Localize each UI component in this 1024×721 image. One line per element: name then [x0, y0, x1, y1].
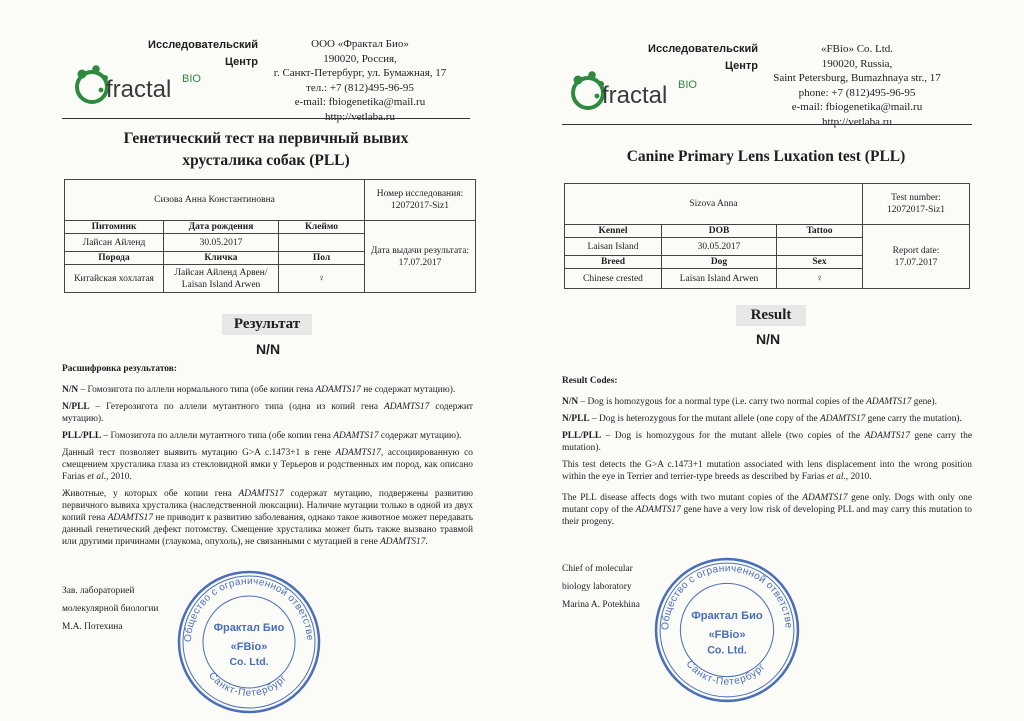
logo-dot: [78, 70, 87, 79]
signature-block: Зав. лабораторией молекулярной биологии М.А. Потехина: [62, 586, 159, 632]
svg-text:Санкт-Петербург: [206, 670, 289, 699]
code-npll: N/PLL – Гетерозигота по аллели мутантного типа (одна из копий гена ADAMTS17 содержит мутацию).: [62, 402, 474, 424]
stamp-ltd: Co. Ltd.: [229, 656, 269, 668]
result-codes-text: [562, 375, 972, 533]
stamp-city: Санкт-Петербург: [683, 658, 768, 688]
signature-block: Chief of molecular biology laboratory Marina A. Potekhina: [562, 564, 640, 610]
disease-description: The PLL disease affects dogs with two mutant copies of the ADAMTS17 gene only. Dogs with only one mutant copy of the ADAMTS17 gene have a very low risk of developing PLL and may carry this mutation to their progeny.: [562, 493, 972, 527]
result-heading: Result: [736, 305, 806, 326]
stamp-ring-text: Общество с ограниченной ответстве: [660, 563, 794, 631]
dog-name-value: Лайсан Айленд Арвен/ Laisan Island Arwen: [164, 265, 279, 293]
document-title: Canine Primary Lens Luxation test (PLL): [626, 148, 906, 165]
sex-value: ♀: [777, 269, 863, 289]
header-center-label: Исследовательский Центр: [648, 43, 758, 72]
report-date-cell: Дата выдачи результата: 17.07.2017: [365, 221, 476, 293]
owner-name: Sizova Anna: [565, 184, 863, 225]
logo-dot: [588, 71, 596, 79]
tattoo-value: [777, 238, 863, 256]
fractal-bio-logo: [566, 66, 706, 119]
company-address: ООО «Фрактал Био» 190020, Россия, г. Санкт-Петербург, ул. Бумажная, 17 тел.: +7 (812)495-96-95 e-mail: fbiogenetika@mail.ru http://vetlaba.ru: [273, 38, 447, 123]
header-divider: [62, 118, 470, 119]
dog-name-label: Dog: [662, 256, 777, 269]
header-divider: [562, 124, 972, 125]
stamp-city: Санкт-Петербург: [206, 670, 290, 700]
stamp-name-en: «FBio»: [230, 641, 268, 653]
result-codes-title: Расшифровка результатов:: [62, 364, 177, 374]
test-number-cell: Test number: 12072017-Siz1: [863, 184, 970, 225]
code-nn: N/N – Dog is homozygous for a normal type (i.e. carry two normal copies of the ADAMTS17 gene).: [562, 397, 937, 407]
sex-value: ♀: [279, 265, 365, 293]
stamp-name-ru: Фрактал Био: [691, 609, 763, 622]
logo-dot: [99, 88, 104, 93]
test-number-cell: Номер исследования: 12072017-Siz1: [365, 180, 476, 221]
result-value: N/N: [755, 331, 781, 347]
breed-label: Порода: [65, 252, 164, 265]
result-value: N/N: [255, 341, 281, 357]
logo-dot: [574, 76, 583, 85]
info-table: [564, 183, 970, 289]
code-npll: N/PLL – Dog is heterozygous for the mutant allele (one copy of the ADAMTS17 gene carry the mutation).: [562, 414, 962, 424]
dob-value: 30.05.2017: [164, 234, 279, 252]
kennel-label: Kennel: [565, 225, 662, 238]
logo-sup: BIO: [678, 79, 697, 91]
company-address: «FBio» Co. Ltd. 190020, Russia, Saint Petersburg, Bumazhnaya str., 17 phone: +7 (812)495-96-95 e-mail: fbiogenetika@mail.ru http://vetlaba.ru: [773, 43, 941, 128]
dog-name-label: Кличка: [164, 252, 279, 265]
kennel-value: Laisan Island: [565, 238, 662, 256]
result-codes-text: [62, 363, 473, 553]
english-page: [512, 0, 1024, 720]
dob-value: 30.05.2017: [662, 238, 777, 256]
breed-label: Breed: [565, 256, 662, 269]
test-description: Данный тест позволяет выявить мутацию G>A c.1473+1 в гене ADAMTS17, ассоциированную со смещением хрусталика глаза из стекловидной ямки у Терьеров и родственных им пород, как описано Farias et al., 2010.: [62, 448, 473, 482]
sex-label: Sex: [777, 256, 863, 269]
dob-label: Дата рождения: [164, 221, 279, 234]
code-pllpll: PLL/PLL – Dog is homozygous for the mutant allele (two copies of the ADAMTS17 gene carry the mutation).: [562, 431, 972, 453]
tattoo-label: Клеймо: [279, 221, 365, 234]
dog-name-value: Laisan Island Arwen: [662, 269, 777, 289]
breed-value: Китайская хохлатая: [65, 265, 164, 293]
company-stamp: [652, 555, 802, 710]
report-date-cell: Report date: 17.07.2017: [863, 225, 970, 289]
stamp-ltd: Co. Ltd.: [707, 644, 747, 657]
fractal-logo-graphic: [566, 66, 706, 114]
dob-label: DOB: [662, 225, 777, 238]
logo-dot: [595, 94, 600, 99]
breed-value: Chinese crested: [565, 269, 662, 289]
logo-wordmark: fractal: [106, 76, 172, 103]
result-codes-title: Result Codes:: [562, 376, 618, 386]
stamp-name-en: «FBio»: [708, 629, 746, 642]
fractal-logo-graphic: [70, 60, 210, 108]
logo-wordmark: fractal: [602, 82, 668, 109]
stamp-name-ru: Фрактал Био: [213, 622, 285, 634]
tattoo-label: Tattoo: [777, 225, 863, 238]
logo-sup: BIO: [182, 73, 201, 85]
owner-name: Сизова Анна Константиновна: [65, 180, 365, 221]
kennel-label: Питомник: [65, 221, 164, 234]
stamp-ring-text: Общество с ограниченной ответстве: [182, 575, 316, 643]
stamp-seal: [175, 568, 323, 716]
code-pllpll: PLL/PLL – Гомозигота по аллели мутантного типа (обе копии гена ADAMTS17 содержат мутацию).: [62, 431, 462, 441]
disease-description: Животные, у которых обе копии гена ADAMTS17 содержат мутацию, подвержены развитию первичного вывиха хрусталика (наследственной люксации). Наличие мутации только в одной из двух копий гена ADAMTS17 не приводит к развитию заболевания, однако такое животное может передавать данный генетический дефект потомству. Смещение хрусталика может быть также вызвано травмой или другими причинами (глаукома, опухоль), не связанными с мутацией в гене ADAMTS17.: [62, 489, 473, 547]
logo-dot: [92, 65, 100, 73]
result-heading: Результат: [222, 314, 312, 335]
sex-label: Пол: [279, 252, 365, 265]
svg-text:Санкт-Петербург: [684, 659, 768, 688]
code-nn: N/N – Гомозигота по аллели нормального типа (обе копии гена ADAMTS17 не содержат мутацию).: [62, 385, 456, 395]
stamp-seal: [652, 555, 802, 705]
russian-page: [0, 0, 512, 720]
fractal-bio-logo: [70, 60, 210, 113]
company-stamp: [175, 568, 323, 721]
kennel-value: Лайсан Айленд: [65, 234, 164, 252]
document-title: Генетический тест на первичный вывих хрусталика собак (PLL): [123, 130, 409, 169]
test-description: This test detects the G>A c.1473+1 mutation associated with lens displacement into the wrong position within the eye in Terrier and terrier-type breeds as described by Farias et al., 2010.: [562, 460, 972, 482]
header-center-label: Исследовательский Центр: [148, 39, 258, 68]
tattoo-value: [279, 234, 365, 252]
info-table: [64, 179, 476, 293]
